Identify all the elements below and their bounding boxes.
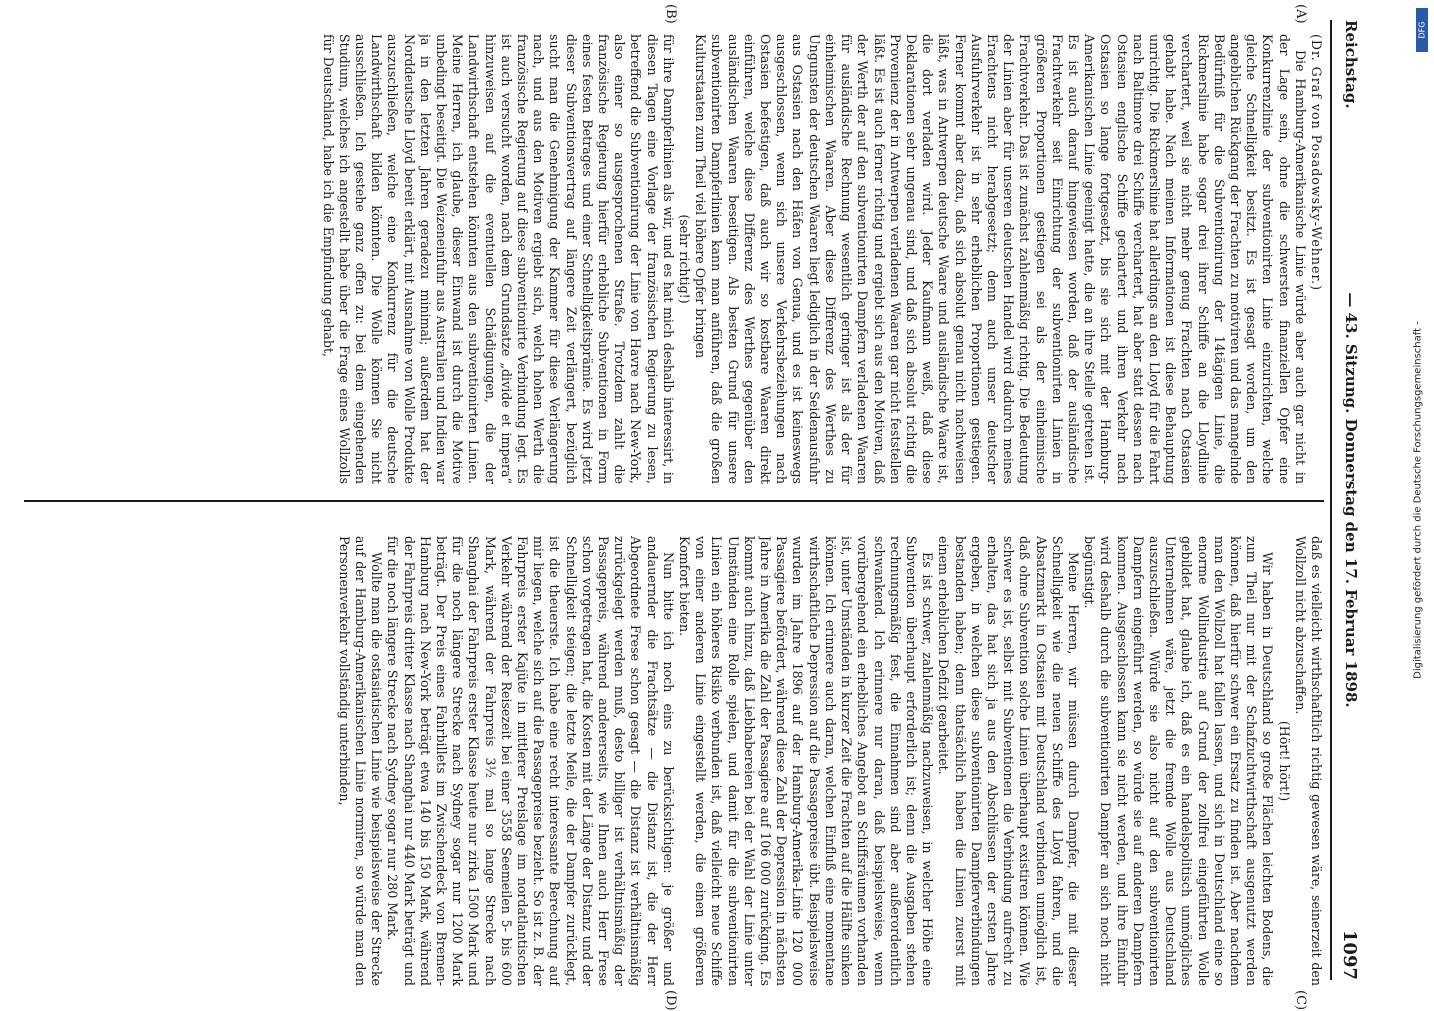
paragraph: Es ist schwer, zahlenmäßig nachzuweisen, in welcher Höhe eine Subvention überhaupt erforderlich ist; denn die Ausgaben stehen rechnungsmäßig fest, die Einnahmen sind aber außerordentlich schwankend. Ich erinnere nur daran, daß beispielsweise, wenn vorübergehend ein erhebliches Angebot an Schiffsräumen vorhanden ist, unter Umständen in kurzer Zeit die Frachten auf die Hälfte sinken können. Ich erinnere auch daran, welchen Einfluß eine momentane wirthschaftliche Depression auf die Passagepreise übt. Beispielsweise wurden im Jahre 1896 auf der Hamburg-Amerika-Linie 120 000 Passagiere befördert, während diese Zahl der Depression in nächsten Jahre in Amerika die Zahl der Passagiere auf 106 000 zurückging. Es kommt auch hinzu, daß Liebhabereien bei der Wahl der Linie unter Umständen eine Rolle spielen, und damit für die subventionirten Linien ein höheres Risiko verbunden ist, daß vielleicht neue Schiffe von einer anderen Linie eingestellt werden, die einen größeren Komfort bieten.: [677, 536, 936, 986]
header-center: — 43. Sitzung. Donnerstag den 17. Februar 1898.: [1342, 292, 1360, 708]
interjection: (sehr richtig!): [677, 214, 693, 304]
dfg-badge-text: DFG: [1417, 21, 1427, 39]
paragraph: Wir haben in Deutschland so große Flächen leichten Bodens, die zum Theil nur mit der Schafzuchtwirthschaft ausgenutzt werden können, daß hierfür schwer ein Ersatz zu finden ist. Aber nachdem man den Wollzoll hat fallen lassen, und sich in Deutschland eine so enorme Wollindustrie auf Grund der zollfrei eingeführten Wolle gebildet hat, glaube ich, daß es ein handelspolitisch unmögliches Unternehmen wäre, jetzt die fremde Wolle aus Deutschland auszuschließen. Würde sie also nicht auf den subventionirten Dampfern eingeführt werden, so würde sie auf anderen Dampfern kommen. Ausgeschlossen kann sie nicht werden, und ihre Einfuhr wird deshalb durch die subventionirten Dampfer an sich noch nicht begünstigt.: [1082, 536, 1276, 986]
column-divider: [24, 500, 1324, 502]
left-column: [24, 34, 1324, 484]
speaker-line: (Dr. Graf von Posadowsky-Wehner.): [1309, 34, 1324, 292]
header-rule: [1330, 20, 1332, 980]
paragraph: für ihre Dampferlinien als wir, und es hat mich deshalb interessirt, in diesen Tagen eine Vorlage der französischen Regierung zu lesen, betreffend die Subventionirung der Linie von Havre nach New-York, also einer so ausgesprochenen Straße. Trotzdem zahlt die französische Regierung hierfür erhebliche Subventionen in Form eines festen Betrages und einer Schnelligkeitsprämie. Es wird jetzt dieser Subventionsvertrag auf längere Zeit verlängert, bezüglich sucht man die Genehmigung der Kammer für diese Verlängerung nach, und aus den Motiven ergiebt sich, welch hohen Werth die französische Regierung auf diese subventionirte Verbindung legt. Es ist auch versucht worden, nach dem Grundsatze „divide et impera“ hinzuweisen auf die eventuellen Schädigungen, die der Landwirthschaft entstehen könnten aus den subventionirten Linien. Meine Herren, ich glaube, dieser Einwand ist durch die Motive unbedingt beseitigt. Die Weizeneinfuhr aus Australien und Indien war ja in den letzten Jahren geradezu minimal; außerdem hat der Norddeutsche Lloyd bereit erklärt, mit Ausnahme von Wolle Produkte auszuschließen, welche eine Konkurrenz für die deutsche Landwirthschaft bilden könnten. Die Wolle können Sie nicht ausschließen. Ich gestehe ganz offen zu: bei dem eingehenden Studium, welches ich angestellt habe über die Frage eines Wollzolls für Deutschland, habe ich die Empfindung gehabt,: [320, 34, 676, 484]
digitization-note: [1404, 10, 1432, 990]
page-header: [1336, 20, 1360, 980]
right-column: [24, 536, 1324, 986]
paragraph: Meine Herren, wir müssen durch Dampfer, die mit dieser Schnelligkeit wie die neuen Schiffe des Lloyd fahren, und die Absatzmarkt in Ostasien mit Deutschland verbinden unmöglich ist, daß ohne Subvention solche Linien überhaupt existiren können. Wie schwer es ist, selbst mit Subventionen die Verbindung aufrecht zu erhalten, das hat sich ja aus den Abschlüssen der ersten Jahre ergeben, in welchen diese subventionirten Dampferverbindungen bestanden haben; denn thatsächlich haben die Linien zuerst mit einem erheblichen Defizit gearbeitet.: [936, 536, 1081, 986]
paragraph: Nun bitte ich noch eins zu berücksichtigen: je größer und andauernder die Frachtsätze — die Distanz ist, die der Herr Abgeordnete Frese schon gesagt — die Distanz ist verhältnismäßig zurückgelegt werden muß, desto billiger ist verhältnismäßig der Passagepreis, während andererseits, wie Ihnen auch Herr Frese schon vorgetragen hat, die Kosten mit der Länge der Distanz und der Schnelligkeit steigen; die letzte Meile, die der Dampfer zurücklegt, ist die theuerste. Ich habe eine recht interessante Berechnung auf mir liegen, welche sich auf die Passagepreise bezieht. So ist z. B. der Fahrpreis erster Kajüte in mittlerer Preislage im nordatlantischen Verkehr während der Reisezeit bei einer 3558 Seemeilen 5- bis 600 Mark, während der Fahrpreis 3½ mal so lange Strecke nach Shanghai der Fahrpreis erster Klasse heute nur zirka 1500 Mark und für die noch längere Strecke nach Sydney sogar nur 1200 Mark beträgt. Der Preis eines Fahrbillets im Zwischendeck von Bremen-Hamburg nach New-York beträgt etwa 140 bis 150 Mark, während der Fahrpreis dritter Klasse nach Shanghai nur 440 Mark beträgt und für die noch längere Strecke nach Sydney sogar nur 280 Mark.: [385, 536, 676, 986]
page-number: 1097: [1339, 929, 1360, 980]
paragraph: Die Hamburg-Amerikanische Linie würde aber auch gar nicht in der Lage sein, ohne die schwersten finanziellen Opfer eine Konkurrenzlinie der subventionirten Linie einzurichten, welche gleiche Schnelligkeit besitzt. Es ist gesagt worden, um den angeblichen Rückgang der Frachten zu motiviren und das mangelnde Bedürfniß für die Subventionirung der 14tägigen Linie, die Rickmerslinie habe sogar drei ihrer Schiffe an die Lloydlinie verchartert, weil sie nicht mehr genug Frachten nach Ostasien gehabt habe. Nach meinen Informationen ist diese Behauptung unrichtig. Die Rickmerslinie hat allerdings an den Lloyd für die Fahrt nach Baltimore drei Schiffe verchartert, hat aber statt dessen nach Ostasien englische Schiffe gechartert und ihren Verkehr nach Ostasien so lange fortgesetzt, bis sie sich mit der Hamburg-Amerikanischen Linie geeinigt hatte, die an ihre Stelle getreten ist. Es ist auch darauf hingewiesen worden, daß der ausländische Frachtverkehr seit Einrichtung der subventionirten Linien in größeren Proportionen gestiegen sei als der einheimische Frachtverkehr. Das ist zunächst zahlenmäßig richtig. Die Bedeutung der Linien aber für unseren deutschen Handel wird dadurch meines Erachtens nicht herabgesetzt; denn auch unser deutscher Ausfuhrverkehr ist in sehr erheblichen Proportionen gestiegen. Ferner kommt aber dazu, daß sich absolut genau nicht nachweisen läßt, was in Antwerpen deutsche Waare und ausländische Waare ist, die dort verladen wird. Jeder Kaufmann weiß, daß diese Deklarationen sehr ungenau sind, und daß sich absolut richtig die Provenienz der in Antwerpen verladenen Waaren gar nicht feststellen läßt. Es ist auch ferner richtig und ergiebt sich aus den Motiven, daß der Werth der auf den subventionirten Dampfern verladenen Waaren für ausländische Rechnung wesentlich geringer ist als der für einheimischen Waaren. Aber diese Differenz des Werthes zu Ungunsten der deutschen Waaren liegt lediglich in der Seidenausfuhr aus Ostasien nach den Häfen von Genua, und es ist keineswegs ausgeschlossen, wenn sich unsere Verkehrsbeziehungen nach Ostasien befestigen, daß auch wir so kostbare Waaren direkt einführen, welche diese Differenz des Werthes gegenüber den ausländischen Waaren beseitigen. Als besten Grund für unsere subventionirten Dampferlinien kann man anführen, daß die großen Kulturstaaten zum Theil viel höhere Opfer bringen: [693, 34, 1308, 484]
margin-marker-d: (D): [663, 990, 678, 1011]
dfg-badge: [1416, 8, 1428, 52]
margin-marker-b: (B): [663, 4, 678, 24]
header-left: Reichstag.: [1342, 20, 1360, 109]
paragraph: daß es vielleicht wirthschaftlich richtig gewesen wäre, seinerzeit den Wollzoll nicht abzuschaffen.: [1292, 536, 1324, 986]
interjection: (Hört! hört!): [1276, 720, 1292, 802]
digitization-text: Digitalisierung gefördert durch die Deutsche Forschungsgemeinschaft -: [1412, 321, 1424, 679]
margin-marker-c: (C): [1293, 990, 1308, 1011]
paragraph: Wollte man die ostasiatischen Linie wie beispielsweise der Strecke auf der Hamburg-Amerikanischen Linie normiren, so würde man den Personenverkehr vollständig unterbinden,: [336, 536, 385, 986]
margin-marker-a: (A): [1293, 4, 1308, 24]
